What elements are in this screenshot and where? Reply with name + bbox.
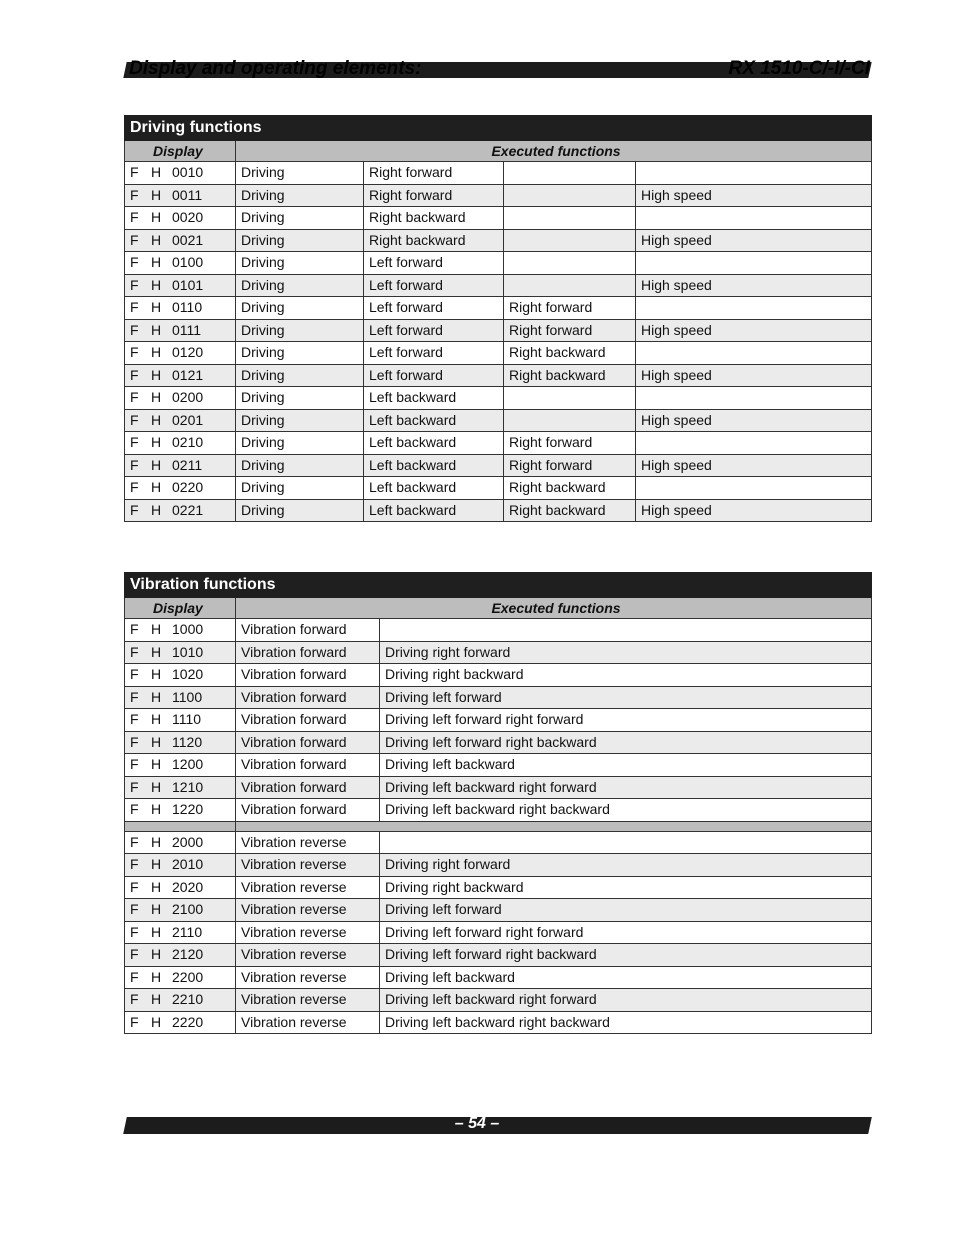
- display-code-cell: [125, 776, 236, 799]
- table-title-row: [125, 116, 872, 141]
- vibration-cell: Vibration reverse: [236, 989, 380, 1012]
- function-cell: Driving: [236, 274, 364, 297]
- speed-cell: [636, 342, 872, 365]
- display-h-label: H: [151, 231, 162, 248]
- function-cell: Driving: [236, 229, 364, 252]
- display-h-label: H: [151, 164, 162, 181]
- vibration-cell: Vibration reverse: [236, 944, 380, 967]
- display-code: 0211: [172, 456, 203, 473]
- speed-cell: High speed: [636, 184, 872, 207]
- driving-cell: Driving left backward right forward: [380, 776, 872, 799]
- display-h-label: H: [151, 711, 162, 728]
- display-f-label: F: [130, 501, 139, 518]
- table-row: [125, 252, 872, 275]
- display-h-label: H: [151, 366, 162, 383]
- display-code-cell: [125, 709, 236, 732]
- display-code-cell: [125, 686, 236, 709]
- display-code: 1000: [172, 621, 204, 638]
- table-row: [125, 499, 872, 522]
- driving-cell: Driving left forward right forward: [380, 921, 872, 944]
- display-f-label: F: [130, 254, 139, 271]
- display-code: 1220: [172, 801, 204, 818]
- display-h-label: H: [151, 666, 162, 683]
- speed-cell: [636, 162, 872, 185]
- display-code-cell: [125, 207, 236, 230]
- vibration-cell: Vibration forward: [236, 799, 380, 822]
- display-f-label: F: [130, 833, 139, 850]
- function-cell: Right backward: [364, 207, 504, 230]
- vibration-cell: Vibration forward: [236, 664, 380, 687]
- display-f-label: F: [130, 389, 139, 406]
- table-row: [125, 686, 872, 709]
- column-header-row: [125, 141, 872, 162]
- display-code: 2010: [172, 856, 204, 873]
- vibration-cell: Vibration forward: [236, 641, 380, 664]
- driving-cell: Driving left forward right forward: [380, 709, 872, 732]
- table-row: [125, 989, 872, 1012]
- speed-cell: [636, 207, 872, 230]
- display-f-label: F: [130, 366, 139, 383]
- display-code-cell: [125, 876, 236, 899]
- function-cell: Driving: [236, 364, 364, 387]
- display-f-label: F: [130, 456, 139, 473]
- display-f-label: F: [130, 321, 139, 338]
- display-code-cell: [125, 619, 236, 642]
- function-cell: Left forward: [364, 342, 504, 365]
- function-cell: Driving: [236, 184, 364, 207]
- table-row: [125, 664, 872, 687]
- display-f-label: F: [130, 901, 139, 918]
- table-title: Vibration functions: [125, 573, 872, 598]
- function-cell: Left forward: [364, 364, 504, 387]
- speed-cell: [636, 477, 872, 500]
- vibration-cell: Vibration forward: [236, 754, 380, 777]
- table-row: [125, 921, 872, 944]
- display-code-cell: [125, 1011, 236, 1034]
- table-row: [125, 641, 872, 664]
- display-code: 0101: [172, 276, 204, 293]
- display-f-label: F: [130, 778, 139, 795]
- driving-cell: Driving left backward: [380, 754, 872, 777]
- display-f-label: F: [130, 434, 139, 451]
- display-code-cell: [125, 297, 236, 320]
- display-h-label: H: [151, 501, 162, 518]
- display-code-cell: [125, 252, 236, 275]
- display-code: 1020: [172, 666, 204, 683]
- speed-cell: High speed: [636, 499, 872, 522]
- display-code-cell: [125, 854, 236, 877]
- vibration-cell: Vibration reverse: [236, 1011, 380, 1034]
- driving-cell: Driving left backward right forward: [380, 989, 872, 1012]
- display-h-label: H: [151, 299, 162, 316]
- vibration-cell: Vibration reverse: [236, 876, 380, 899]
- display-code-cell: [125, 641, 236, 664]
- display-h-label: H: [151, 456, 162, 473]
- table-row: [125, 899, 872, 922]
- display-f-label: F: [130, 276, 139, 293]
- function-cell: [504, 252, 636, 275]
- display-code: 2000: [172, 833, 204, 850]
- driving-functions-table: [124, 115, 872, 522]
- function-cell: Right backward: [504, 364, 636, 387]
- function-cell: Driving: [236, 252, 364, 275]
- display-code: 0010: [172, 164, 204, 181]
- function-cell: Right forward: [504, 297, 636, 320]
- display-h-label: H: [151, 321, 162, 338]
- display-f-label: F: [130, 1013, 139, 1030]
- driving-cell: Driving left backward: [380, 966, 872, 989]
- display-h-label: H: [151, 411, 162, 428]
- display-h-label: H: [151, 878, 162, 895]
- function-cell: Driving: [236, 319, 364, 342]
- table-row: [125, 619, 872, 642]
- display-h-label: H: [151, 1013, 162, 1030]
- driving-cell: Driving right forward: [380, 641, 872, 664]
- driving-cell: [380, 619, 872, 642]
- display-f-label: F: [130, 231, 139, 248]
- display-code: 0111: [172, 321, 202, 338]
- vibration-cell: Vibration reverse: [236, 854, 380, 877]
- display-f-label: F: [130, 856, 139, 873]
- display-code: 1120: [172, 733, 203, 750]
- display-code: 2020: [172, 878, 204, 895]
- function-cell: Right backward: [504, 499, 636, 522]
- display-code-cell: [125, 319, 236, 342]
- function-cell: Driving: [236, 454, 364, 477]
- function-cell: Left backward: [364, 387, 504, 410]
- display-f-label: F: [130, 923, 139, 940]
- table-row: [125, 229, 872, 252]
- function-cell: Driving: [236, 162, 364, 185]
- display-code-cell: [125, 966, 236, 989]
- table-row: [125, 387, 872, 410]
- display-code: 2200: [172, 968, 204, 985]
- separator-row: [125, 821, 872, 831]
- speed-cell: High speed: [636, 274, 872, 297]
- display-h-label: H: [151, 778, 162, 795]
- display-code: 0121: [172, 366, 204, 383]
- table-row: [125, 342, 872, 365]
- driving-cell: Driving right backward: [380, 664, 872, 687]
- page-number: – 54 –: [454, 1115, 500, 1132]
- function-cell: Right forward: [364, 184, 504, 207]
- display-f-label: F: [130, 209, 139, 226]
- display-code: 2210: [172, 991, 204, 1008]
- driving-cell: Driving left backward right backward: [380, 1011, 872, 1034]
- display-h-label: H: [151, 856, 162, 873]
- display-code: 0020: [172, 209, 204, 226]
- table-row: [125, 776, 872, 799]
- table-row: [125, 799, 872, 822]
- driving-cell: [380, 831, 872, 854]
- display-code-cell: [125, 342, 236, 365]
- table-row: [125, 364, 872, 387]
- driving-cell: Driving right forward: [380, 854, 872, 877]
- display-code-cell: [125, 432, 236, 455]
- display-f-label: F: [130, 164, 139, 181]
- display-h-label: H: [151, 923, 162, 940]
- driving-cell: Driving left forward right backward: [380, 944, 872, 967]
- display-code: 1210: [172, 778, 204, 795]
- table-row: [125, 709, 872, 732]
- vibration-cell: Vibration reverse: [236, 921, 380, 944]
- vibration-cell: Vibration forward: [236, 709, 380, 732]
- function-cell: Driving: [236, 207, 364, 230]
- table-row: [125, 831, 872, 854]
- vibration-cell: Vibration forward: [236, 776, 380, 799]
- table-row: [125, 477, 872, 500]
- table-row: [125, 876, 872, 899]
- function-cell: Driving: [236, 297, 364, 320]
- function-cell: Right forward: [504, 432, 636, 455]
- table-row: [125, 454, 872, 477]
- display-code-cell: [125, 754, 236, 777]
- table-row: [125, 319, 872, 342]
- speed-cell: High speed: [636, 454, 872, 477]
- display-code: 0200: [172, 389, 204, 406]
- driving-cell: Driving left backward right backward: [380, 799, 872, 822]
- display-f-label: F: [130, 733, 139, 750]
- function-cell: Left forward: [364, 297, 504, 320]
- display-code: 2100: [172, 901, 204, 918]
- display-code: 1110: [172, 711, 202, 728]
- function-cell: Right backward: [504, 477, 636, 500]
- table-row: [125, 432, 872, 455]
- vibration-functions-table: [124, 572, 872, 1034]
- speed-cell: High speed: [636, 409, 872, 432]
- display-h-label: H: [151, 479, 162, 496]
- display-f-label: F: [130, 946, 139, 963]
- driving-cell: Driving left forward: [380, 686, 872, 709]
- function-cell: Right forward: [504, 454, 636, 477]
- display-code: 0021: [172, 231, 204, 248]
- display-code-cell: [125, 387, 236, 410]
- function-cell: Right forward: [364, 162, 504, 185]
- display-h-label: H: [151, 389, 162, 406]
- vibration-cell: Vibration reverse: [236, 831, 380, 854]
- table-row: [125, 731, 872, 754]
- speed-cell: [636, 432, 872, 455]
- display-f-label: F: [130, 411, 139, 428]
- column-header-functions: Executed functions: [236, 141, 872, 162]
- driving-cell: Driving right backward: [380, 876, 872, 899]
- speed-cell: High speed: [636, 319, 872, 342]
- display-h-label: H: [151, 901, 162, 918]
- function-cell: [504, 229, 636, 252]
- table-row: [125, 297, 872, 320]
- display-code: 1200: [172, 756, 204, 773]
- function-cell: Driving: [236, 432, 364, 455]
- display-code-cell: [125, 454, 236, 477]
- display-code: 0120: [172, 344, 204, 361]
- display-code-cell: [125, 162, 236, 185]
- function-cell: [504, 162, 636, 185]
- speed-cell: High speed: [636, 229, 872, 252]
- display-code-cell: [125, 664, 236, 687]
- display-h-label: H: [151, 833, 162, 850]
- function-cell: Driving: [236, 499, 364, 522]
- display-h-label: H: [151, 801, 162, 818]
- vibration-cell: Vibration forward: [236, 619, 380, 642]
- display-f-label: F: [130, 621, 139, 638]
- display-code-cell: [125, 409, 236, 432]
- function-cell: Right backward: [504, 342, 636, 365]
- speed-cell: [636, 387, 872, 410]
- display-f-label: F: [130, 968, 139, 985]
- vibration-cell: Vibration reverse: [236, 966, 380, 989]
- table-row: [125, 1011, 872, 1034]
- display-code-cell: [125, 921, 236, 944]
- function-cell: [504, 184, 636, 207]
- display-f-label: F: [130, 186, 139, 203]
- display-code: 0220: [172, 479, 204, 496]
- display-code: 1010: [172, 643, 204, 660]
- speed-cell: [636, 252, 872, 275]
- display-h-label: H: [151, 344, 162, 361]
- speed-cell: High speed: [636, 364, 872, 387]
- display-f-label: F: [130, 344, 139, 361]
- display-f-label: F: [130, 711, 139, 728]
- display-code-cell: [125, 364, 236, 387]
- column-header-functions: Executed functions: [236, 598, 872, 619]
- display-f-label: F: [130, 479, 139, 496]
- function-cell: [504, 387, 636, 410]
- table-title: Driving functions: [125, 116, 872, 141]
- vibration-cell: Vibration forward: [236, 686, 380, 709]
- table-row: [125, 944, 872, 967]
- function-cell: Left backward: [364, 477, 504, 500]
- display-code: 2220: [172, 1013, 204, 1030]
- table-row: [125, 966, 872, 989]
- table-row: [125, 854, 872, 877]
- function-cell: Left forward: [364, 319, 504, 342]
- display-code: 0221: [172, 501, 204, 518]
- display-h-label: H: [151, 756, 162, 773]
- display-f-label: F: [130, 991, 139, 1008]
- display-code-cell: [125, 274, 236, 297]
- display-h-label: H: [151, 946, 162, 963]
- display-h-label: H: [151, 733, 162, 750]
- vibration-cell: Vibration reverse: [236, 899, 380, 922]
- display-h-label: H: [151, 643, 162, 660]
- table-row: [125, 184, 872, 207]
- function-cell: Left backward: [364, 454, 504, 477]
- display-h-label: H: [151, 186, 162, 203]
- function-cell: Driving: [236, 342, 364, 365]
- display-code-cell: [125, 831, 236, 854]
- function-cell: Left backward: [364, 409, 504, 432]
- function-cell: Left backward: [364, 432, 504, 455]
- display-f-label: F: [130, 688, 139, 705]
- function-cell: Left backward: [364, 499, 504, 522]
- speed-cell: [636, 297, 872, 320]
- display-h-label: H: [151, 434, 162, 451]
- separator-cell: [236, 821, 872, 831]
- table-row: [125, 274, 872, 297]
- display-code-cell: [125, 944, 236, 967]
- table-row: [125, 754, 872, 777]
- display-h-label: H: [151, 276, 162, 293]
- display-code: 0011: [172, 186, 203, 203]
- column-header-display: Display: [125, 141, 236, 162]
- display-code-cell: [125, 899, 236, 922]
- function-cell: Driving: [236, 477, 364, 500]
- display-code-cell: [125, 184, 236, 207]
- display-f-label: F: [130, 643, 139, 660]
- display-h-label: H: [151, 688, 162, 705]
- function-cell: Right forward: [504, 319, 636, 342]
- table-row: [125, 207, 872, 230]
- vibration-cell: Vibration forward: [236, 731, 380, 754]
- function-cell: [504, 274, 636, 297]
- driving-cell: Driving left forward: [380, 899, 872, 922]
- display-code: 2110: [172, 923, 203, 940]
- display-h-label: H: [151, 209, 162, 226]
- display-code: 0201: [172, 411, 204, 428]
- table-row: [125, 409, 872, 432]
- display-code: 0100: [172, 254, 204, 271]
- display-f-label: F: [130, 756, 139, 773]
- display-f-label: F: [130, 666, 139, 683]
- function-cell: Driving: [236, 409, 364, 432]
- display-code-cell: [125, 477, 236, 500]
- display-h-label: H: [151, 968, 162, 985]
- function-cell: Left forward: [364, 252, 504, 275]
- display-code: 2120: [172, 946, 204, 963]
- function-cell: [504, 207, 636, 230]
- display-code: 0110: [172, 299, 203, 316]
- display-code: 1100: [172, 688, 203, 705]
- function-cell: Right backward: [364, 229, 504, 252]
- driving-cell: Driving left forward right backward: [380, 731, 872, 754]
- table-title-row: [125, 573, 872, 598]
- display-code-cell: [125, 799, 236, 822]
- display-f-label: F: [130, 801, 139, 818]
- separator-cell: [125, 821, 236, 831]
- column-header-row: [125, 598, 872, 619]
- header-section-title: Display and operating elements:: [129, 58, 422, 79]
- function-cell: Left forward: [364, 274, 504, 297]
- display-h-label: H: [151, 991, 162, 1008]
- display-h-label: H: [151, 254, 162, 271]
- display-code-cell: [125, 989, 236, 1012]
- function-cell: Driving: [236, 387, 364, 410]
- display-code: 0210: [172, 434, 204, 451]
- display-h-label: H: [151, 621, 162, 638]
- display-f-label: F: [130, 878, 139, 895]
- column-header-display: Display: [125, 598, 236, 619]
- function-cell: [504, 409, 636, 432]
- display-f-label: F: [130, 299, 139, 316]
- table-row: [125, 162, 872, 185]
- display-code-cell: [125, 499, 236, 522]
- header-model-name: RX 1510-C/-I/-CI: [728, 58, 870, 79]
- display-code-cell: [125, 229, 236, 252]
- display-code-cell: [125, 731, 236, 754]
